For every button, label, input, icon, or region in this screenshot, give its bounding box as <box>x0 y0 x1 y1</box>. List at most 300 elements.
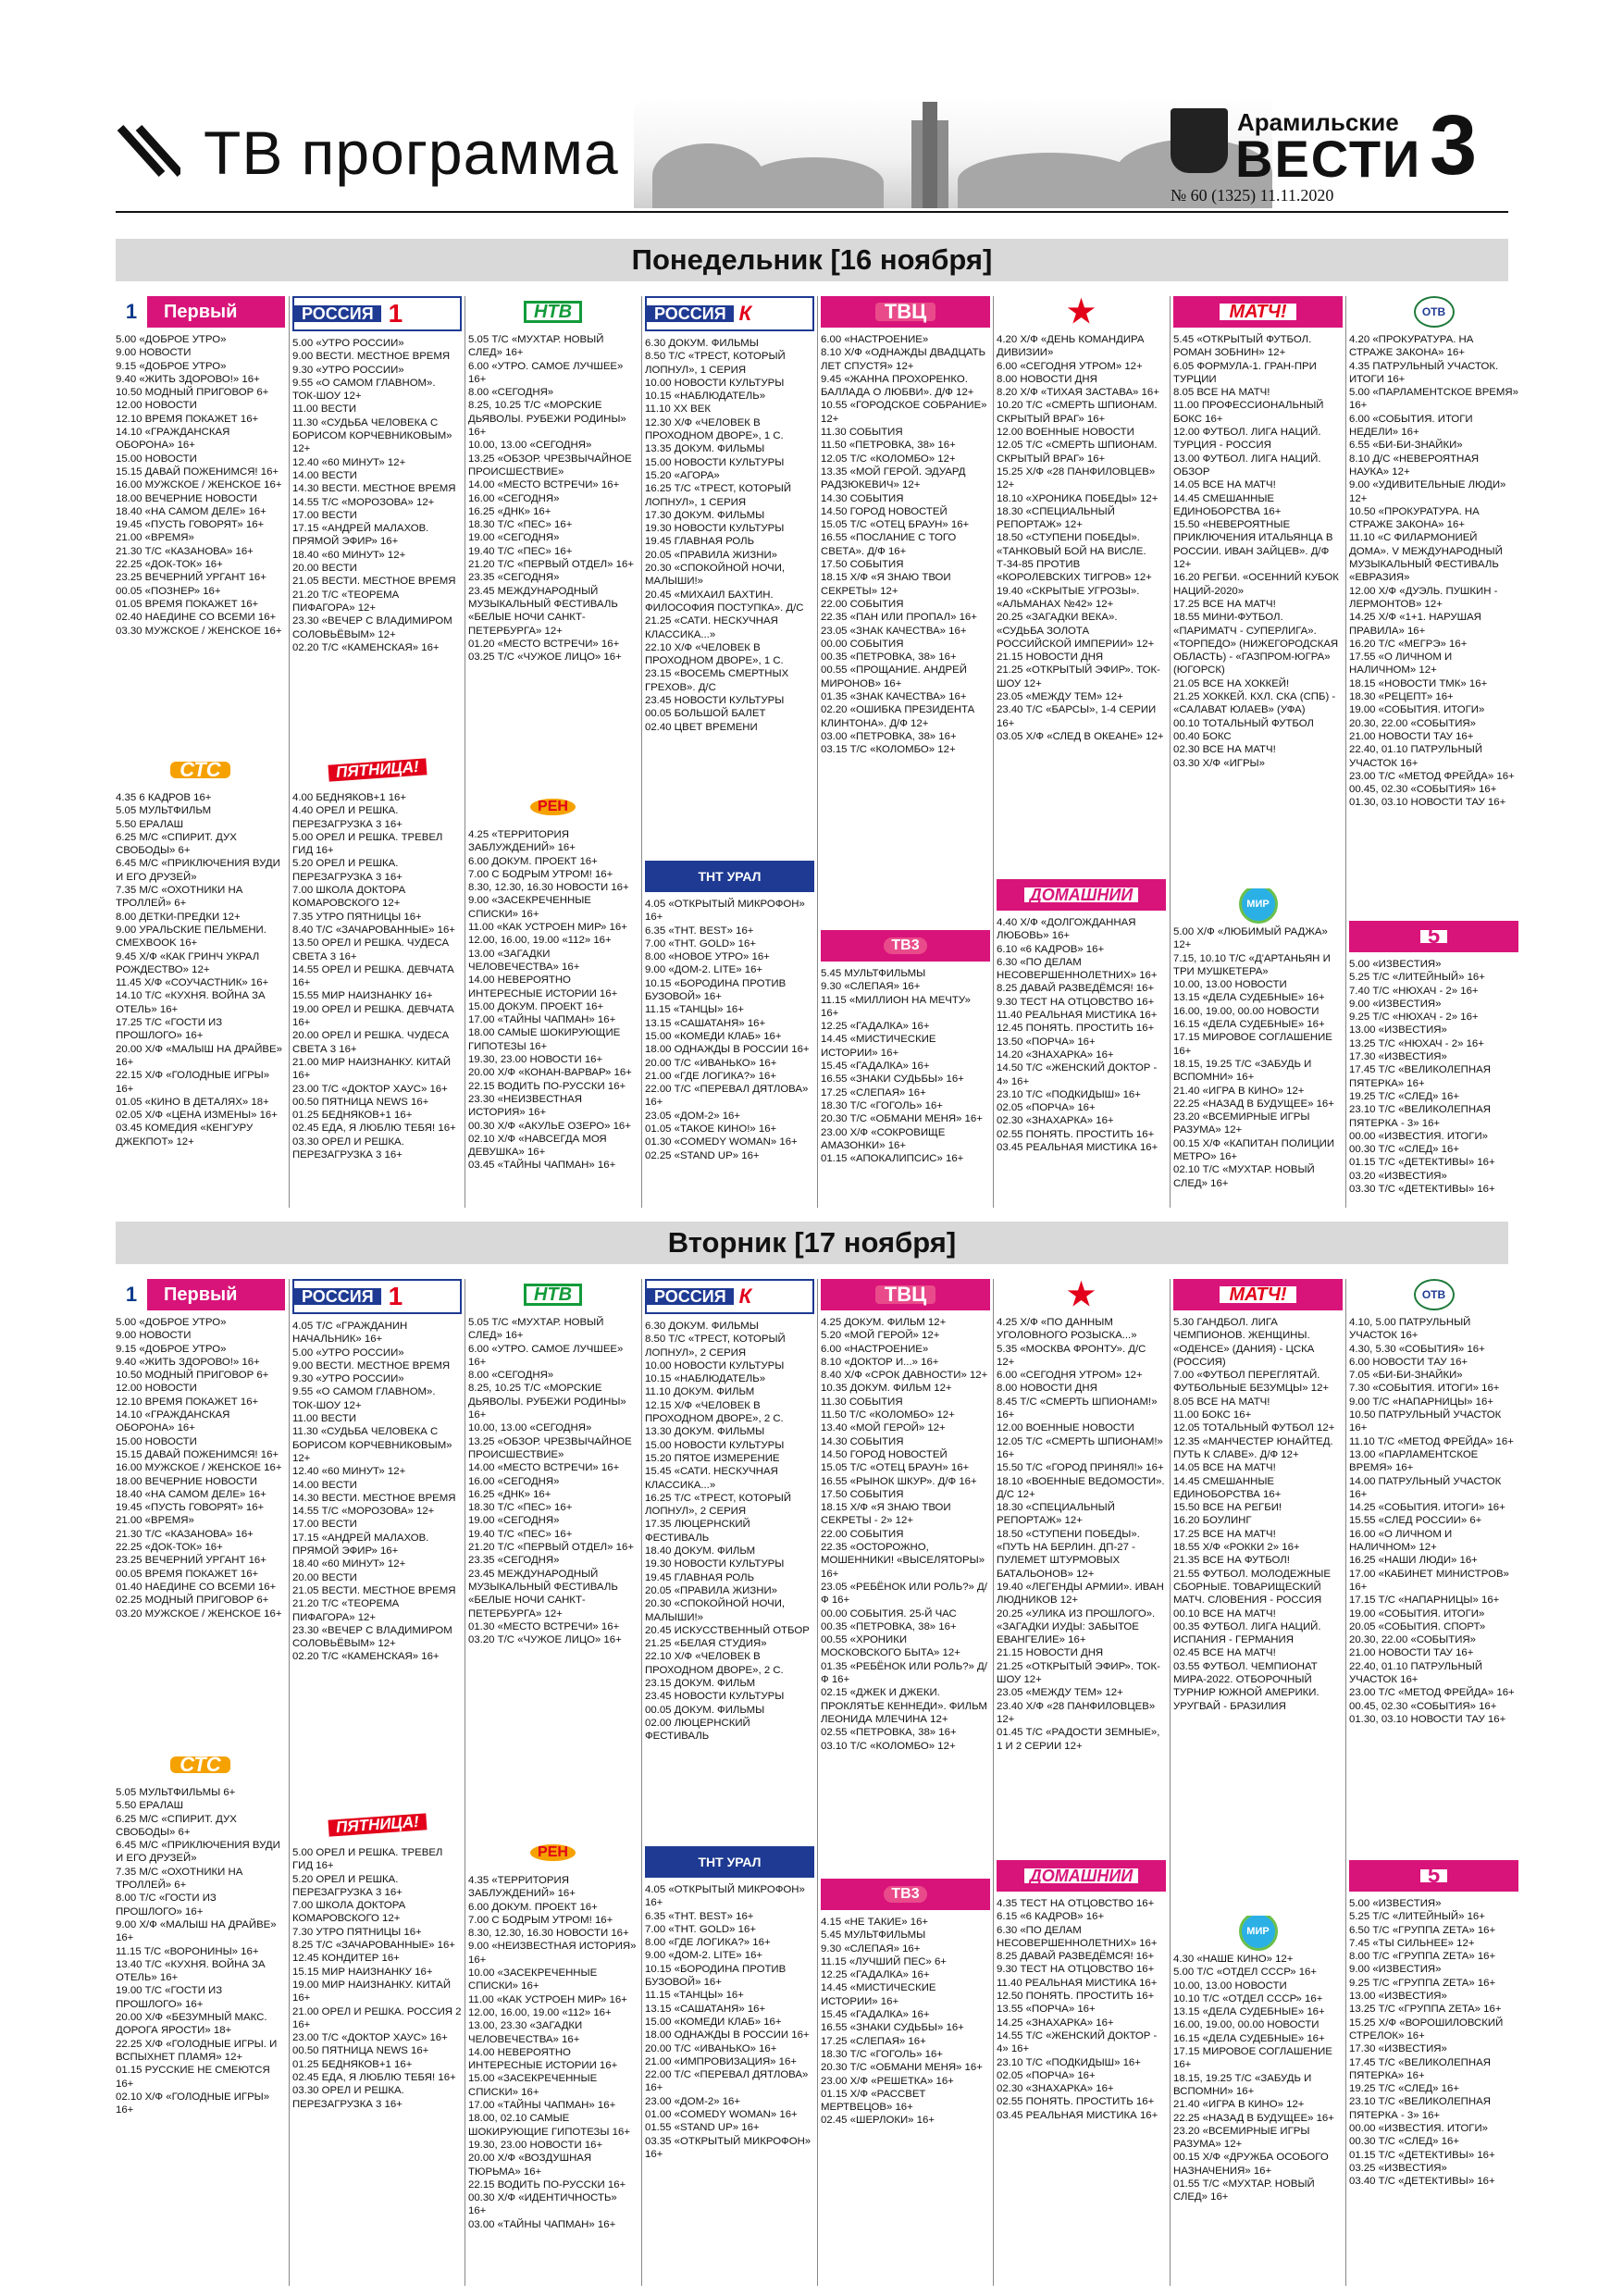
program-entry: 9.00 «НЕИЗВЕСТНАЯ ИСТОРИЯ» 16+ <box>468 1941 637 1966</box>
channel-logo <box>997 296 1166 328</box>
program-entry: 22.15 Х/Ф «ГОЛОДНЫЕ ИГРЫ» 16+ <box>116 1070 270 1095</box>
program-entry: 19.45 «ПУСТЬ ГОВОРЯТ» 16+ <box>116 519 265 531</box>
program-entry: 18.30 Т/С «ПЕС» 16+ <box>468 1502 573 1514</box>
program-entry: 5.00 «УТРО РОССИИ» <box>292 338 404 349</box>
program-entry: 4.30, 5.30 «СОБЫТИЯ» 16+ <box>1349 1343 1485 1355</box>
program-entry: 17.30 ДОКУМ. ФИЛЬМЫ <box>645 509 765 521</box>
program-entry: 21.05 ВЕСТИ. МЕСТНОЕ ВРЕМЯ <box>292 576 456 588</box>
column-divider <box>641 1279 642 2286</box>
program-entry: 13.00 «ИЗВЕСТИЯ» <box>1349 1024 1447 1036</box>
channel-logo <box>821 930 990 962</box>
program-entry: 21.00 НОВОСТИ ТАУ 16+ <box>1349 1647 1474 1659</box>
program-entry: 21.20 Т/С «ПЕРВЫЙ ОТДЕЛ» 16+ <box>468 1542 634 1554</box>
program-entry: 01.45 Т/С «РАДОСТИ ЗЕМНЫЕ», 1 И 2 СЕРИИ 12+ <box>997 1727 1160 1752</box>
program-entry: 01.00 «COMEDY WOMAN» 16+ <box>645 2109 798 2121</box>
program-entry: 5.45 МУЛЬТФИЛЬМЫ <box>821 968 926 979</box>
channel-name: ПЯТНИЦА! <box>328 758 427 782</box>
program-entry: 19.40 Т/С «ПЕС» 16+ <box>468 545 573 557</box>
program-entry: 15.25 Х/Ф «ВОРОШИЛОВСКИЙ СТРЕЛОК» 16+ <box>1349 2017 1504 2042</box>
column-divider <box>993 296 994 1208</box>
issue-line: № 60 (1325) 11.11.2020 <box>1171 186 1334 205</box>
program-entry: 21.00 МИР НАИЗНАНКУ. КИТАЙ 16+ <box>292 1056 452 1082</box>
program-entry: 00.30 Т/С «СЛЕД» 16+ <box>1349 2136 1459 2148</box>
program-entry: 18.10 «ХРОНИКА ПОБЕДЫ» 12+ <box>997 492 1158 504</box>
program-entry: 21.55 ФУТБОЛ. МОЛОДЕЖНЫЕ СБОРНЫЕ. ТОВАРИЩЕСКИЙ МАТЧ. СЛОВЕНИЯ - РОССИЯ <box>1173 1568 1331 1607</box>
program-entry: 4.00 БЕДНЯКОВ+1 16+ <box>292 792 407 803</box>
program-entry: 23.00 «ДОМ-2» 16+ <box>645 2095 741 2107</box>
program-entry: 16.25 «НАШИ ЛЮДИ» 16+ <box>1349 1555 1478 1567</box>
channel-name: НТВ <box>524 1284 582 1306</box>
program-entry: 03.05 Х/Ф «СЛЕД В ОКЕАНЕ» 12+ <box>997 730 1164 742</box>
program-entry: 03.30 Т/С «ДЕТЕКТИВЫ» 16+ <box>1349 1184 1495 1196</box>
program-entry: 13.25 Т/С «НЮХАЧ - 2» 16+ <box>1349 1037 1484 1049</box>
program-entry: 9.00 «ДОМ-2. LITE» 16+ <box>645 964 763 976</box>
program-entry: 12.05 Т/С «СМЕРТЬ ШПИОНАМ. СКРЫТЫЙ ВРАГ» 16+ <box>997 440 1158 465</box>
program-entry: 18.40 «60 МИНУТ» 12+ <box>292 1558 406 1570</box>
program-entry: 13.15 «САШАТАНЯ» 16+ <box>645 1017 766 1029</box>
channel-column <box>997 296 1166 872</box>
program-entry: 16.25 «ДНК» 16+ <box>468 1488 551 1500</box>
program-entry: 19.30, 23.00 НОВОСТИ 16+ <box>468 1054 603 1066</box>
program-entry: 16.00, 19.00, 00.00 НОВОСТИ <box>1173 1005 1319 1017</box>
program-entry: 14.00 ВЕСТИ <box>292 469 357 481</box>
program-entry: 9.15 «ДОБРОЕ УТРО» <box>116 1343 227 1355</box>
program-entry: 16.00 «СЕГОДНЯ» <box>468 492 560 504</box>
program-entry: 22.25 «ДОК-ТОК» 16+ <box>116 559 223 571</box>
program-entry: 12.00 ВОЕННЫЕ НОВОСТИ <box>997 427 1134 439</box>
program-entry: 11.30 «СУДЬБА ЧЕЛОВЕКА С БОРИСОМ КОРЧЕВНИКОВЫМ» 12+ <box>292 416 452 455</box>
program-entry: 10.15 «НАБЛЮДАТЕЛЬ» <box>645 391 766 403</box>
program-entry: 23.45 НОВОСТИ КУЛЬТУРЫ <box>645 1691 785 1703</box>
header-rule <box>116 211 1508 213</box>
program-entry: 20.45 «МИХАИЛ БАХТИН. ФИЛОСОФИЯ ПОСТУПКА». Д/С <box>645 589 804 614</box>
program-entry: 03.45 РЕАЛЬНАЯ МИСТИКА 16+ <box>997 2109 1158 2121</box>
program-entry: 22.25 «НАЗАД В БУДУЩЕЕ» 16+ <box>1173 2112 1334 2124</box>
column-divider <box>1170 1279 1171 2286</box>
channel-logo <box>116 754 285 786</box>
program-entry: 00.30 Х/Ф «АКУЛЬЕ ОЗЕРО» 16+ <box>468 1120 631 1132</box>
channel-column <box>1349 921 1518 1200</box>
program-entry: 14.00 «МЕСТО ВСТРЕЧИ» 16+ <box>468 1462 620 1474</box>
program-entry: 22.15 ВОДИТЬ ПО-РУССКИ 16+ <box>468 2178 626 2191</box>
program-entry: 14.25 «ЗНАХАРКА» 16+ <box>997 2017 1114 2029</box>
program-entry: 4.05 «ОТКРЫТЫЙ МИКРОФОН» 16+ <box>645 899 805 924</box>
channel-name: ПЯТНИЦА! <box>328 1813 427 1837</box>
program-entry: 5.05 МУЛЬТФИЛЬМЫ 6+ <box>116 1787 236 1798</box>
program-entry: 12.40 «60 МИНУТ» 12+ <box>292 456 406 468</box>
channel-logo <box>1173 1916 1343 1947</box>
program-entry: 00.50 ПЯТНИЦА NEWS 16+ <box>292 1096 429 1108</box>
program-entry: 19.00 «СОБЫТИЯ. ИТОГИ» <box>1349 1607 1485 1620</box>
channel-name: РОССИЯ <box>647 305 734 322</box>
program-entry: 00.45, 02.30 «СОБЫТИЯ» 16+ <box>1349 1700 1497 1712</box>
channel-name: ТВ3 <box>884 937 926 954</box>
program-entry: 8.50 Т/С «ТРЕСТ, КОТОРЫЙ ЛОПНУЛ», 1 СЕРИЯ <box>645 351 786 376</box>
program-entry: 7.30 «СОБЫТИЯ. ИТОГИ» 16+ <box>1349 1383 1500 1395</box>
program-entry: 8.00 «ГДЕ ЛОГИКА?» 16+ <box>645 1937 771 1949</box>
program-entry: 5.05 МУЛЬТФИЛЬМ <box>116 805 212 817</box>
channel-logo <box>116 296 285 328</box>
program-entry: 15.45 «САТИ. НЕСКУЧНАЯ КЛАССИКА...» <box>645 1466 778 1491</box>
program-entry: 21.00 «ГДЕ ЛОГИКА?» 16+ <box>645 1070 776 1082</box>
channel-name: РЕН <box>530 1844 576 1861</box>
program-entry: 00.45, 02.30 «СОБЫТИЯ» 16+ <box>1349 784 1497 796</box>
program-entry: 6.00 «НАСТРОЕНИЕ» <box>821 1343 929 1355</box>
program-entry: 9.45 «ЖАННА ПРОХОРЕНКО. БАЛЛАДА О ЛЮБВИ». Д/Ф 12+ <box>821 373 974 399</box>
channel-column <box>1349 296 1518 913</box>
program-entry: 20.25 «ЗАГАДКИ ВЕКА». «СУДЬБА ЗОЛОТА РОССИЙСКОЙ ИМПЕРИИ» 12+ <box>997 612 1155 650</box>
program-entry: 23.35 «СЕГОДНЯ» <box>468 1555 560 1567</box>
program-entry: 13.30 ДОКУМ. ФИЛЬМЫ <box>645 1426 765 1438</box>
program-entry: 19.00 «СЕГОДНЯ» <box>468 1515 560 1527</box>
program-entry: 9.15 «ДОБРОЕ УТРО» <box>116 360 227 372</box>
program-entry: 17.00 «ТАЙНЫ ЧАПМАН» 16+ <box>468 1014 616 1026</box>
program-entry: 03.30 Х/Ф «ИГРЫ» <box>1173 757 1265 769</box>
program-entry: 5.00 «ИЗВЕСТИЯ» <box>1349 959 1442 970</box>
program-entry: 03.45 КОМЕДИЯ «КЕНГУРУ ДЖЕКПОТ» 12+ <box>116 1123 254 1148</box>
program-entry: 23.40 Х/Ф «28 ПАНФИЛОВЦЕВ» 12+ <box>997 1700 1156 1725</box>
program-entry: 20.45 ИСКУССТВЕННЫЙ ОТБОР <box>645 1624 810 1636</box>
program-entry: 22.10 Х/Ф «ЧЕЛОВЕК В ПРОХОДНОМ ДВОРЕ», 1 С. <box>645 641 784 667</box>
program-entry: 14.25 «СОБЫТИЯ. ИТОГИ» 16+ <box>1349 1502 1505 1514</box>
program-entry: 12.00 ФУТБОЛ. ЛИГА НАЦИЙ. ТУРЦИЯ - РОССИЯ <box>1173 427 1321 452</box>
column-divider <box>1345 1279 1346 2286</box>
program-entry: 00.55 «ПРОЩАНИЕ. АНДРЕЙ МИРОНОВ» 16+ <box>821 664 967 689</box>
program-entry: 5.05 Т/С «МУХТАР. НОВЫЙ СЛЕД» 16+ <box>468 1317 604 1342</box>
program-entry: 21.00 «ВРЕМЯ» <box>116 532 194 544</box>
program-entry: 16.00 МУЖСКОЕ / ЖЕНСКОЕ 16+ <box>116 479 282 491</box>
program-entry: 4.35 ПАТРУЛЬНЫЙ УЧАСТОК. ИТОГИ 16+ <box>1349 360 1499 385</box>
program-entry: 22.40, 01.10 ПАТРУЛЬНЫЙ УЧАСТОК 16+ <box>1349 744 1483 769</box>
program-entry: 11.15 «ТАНЦЫ» 16+ <box>645 1990 744 2002</box>
program-entry: 6.00 «СОБЫТИЯ. ИТОГИ НЕДЕЛИ» 16+ <box>1349 413 1473 439</box>
program-entry: 8.10 «ДОКТОР И...» 16+ <box>821 1356 939 1368</box>
program-entry: 21.40 «ИГРА В КИНО» 12+ <box>1173 1085 1305 1097</box>
program-entry: 5.35 «МОСКВА ФРОНТУ». Д/С 12+ <box>997 1343 1146 1368</box>
program-entry: 21.25 «ОТКРЫТЫЙ ЭФИР». ТОК-ШОУ 12+ <box>997 1660 1160 1686</box>
program-entry: 8.45 Т/С «СМЕРТЬ ШПИОНАМ!» 16+ <box>997 1396 1158 1421</box>
program-entry: 16.20 РЕГБИ. «ОСЕННИЙ КУБОК НАЦИЙ-2020» <box>1173 572 1339 597</box>
channel-name: МАТЧ! <box>1220 1286 1295 1303</box>
program-entry: 14.10 «ГРАЖДАНСКАЯ ОБОРОНА» 16+ <box>116 1409 230 1434</box>
program-entry: 6.50 Т/С «ГРУППА ZETA» 16+ <box>1349 1924 1496 1936</box>
program-entry: 21.40 «ИГРА В КИНО» 12+ <box>1173 2099 1305 2111</box>
program-entry: 12.50 ПОНЯТЬ. ПРОСТИТЬ 16+ <box>997 1991 1155 2003</box>
program-entry: 12.00 НОВОСТИ <box>116 1383 197 1395</box>
program-entry: 13.40 «МОЙ ГЕРОЙ» 12+ <box>821 1422 946 1434</box>
channel-name: РЕН <box>530 799 576 815</box>
channel-column <box>1173 1916 1343 2278</box>
program-entry: 7.40 Т/С «НЮХАЧ - 2» 16+ <box>1349 985 1479 997</box>
program-entry: 6.45 М/С «ПРИКЛЮЧЕНИЯ ВУДИ И ЕГО ДРУЗЕЙ» <box>116 858 280 883</box>
program-entry: 8.00 Т/С «ГОСТИ ИЗ ПРОШЛОГО» 16+ <box>116 1893 217 1917</box>
program-entry: 18.10 «ВОЕННЫЕ ВЕДОМОСТИ». Д/С 12+ <box>997 1475 1165 1500</box>
program-entry: 11.45 Х/Ф «СОУЧАСТНИК» 16+ <box>116 977 269 989</box>
program-entry: 17.15 «АНДРЕЙ МАЛАХОВ. ПРЯМОЙ ЭФИР» 16+ <box>292 523 429 548</box>
program-entry: 7.35 УТРО ПЯТНИЦЫ 16+ <box>292 911 422 923</box>
channel-logo <box>645 861 814 892</box>
channel-logo <box>1349 1860 1518 1892</box>
program-entry: 5.00 ОРЕЛ И РЕШКА. ТРЕВЕЛ ГИД 16+ <box>292 1847 443 1872</box>
program-entry: 01.25 БЕДНЯКОВ+1 16+ <box>292 2058 413 2070</box>
program-entry: 18.00 ОДНАЖДЫ В РОССИИ 16+ <box>645 1044 810 1056</box>
program-entry: 23.20 «ВСЕМИРНЫЕ ИГРЫ РАЗУМА» 12+ <box>1173 2125 1310 2151</box>
channel-column <box>468 296 638 784</box>
logo-main-text: ВЕСТИ <box>1235 130 1422 188</box>
program-entry: 18.30 «РЕЦЕПТ» 16+ <box>1349 691 1454 703</box>
program-entry: 9.00 «УДИВИТЕЛЬНЫЕ ЛЮДИ» 12+ <box>1349 479 1506 504</box>
program-entry: 6.35 «ТНТ. BEST» 16+ <box>645 925 754 937</box>
program-entry: 7.00 С БОДРЫМ УТРОМ! 16+ <box>468 1914 613 1926</box>
channel-logo <box>997 1279 1166 1310</box>
program-entry: 19.45 ГЛАВНАЯ РОЛЬ <box>645 536 755 548</box>
program-entry: 18.55 Х/Ф «РОККИ 2» 16+ <box>1173 1542 1300 1554</box>
program-entry: 4.10, 5.00 ПАТРУЛЬНЫЙ УЧАСТОК 16+ <box>1349 1317 1471 1342</box>
channel-name: РОССИЯ <box>294 305 381 322</box>
program-entry: 00.50 ПЯТНИЦА NEWS 16+ <box>292 2045 429 2057</box>
program-entry: 02.10 Х/Ф «ГОЛОДНЫЕ ИГРЫ» 16+ <box>116 2091 270 2116</box>
channel-logo <box>468 296 638 328</box>
program-entry: 14.55 ОРЕЛ И РЕШКА. ДЕВЧАТА 16+ <box>292 963 454 989</box>
program-entry: 19.40 «СКРЫТЫЕ УГРОЗЫ». «АЛЬМАНАХ №42» 12+ <box>997 585 1140 610</box>
day-label: Вторник <box>667 1226 787 1259</box>
program-entry: 7.00 «ФУТБОЛ ПЕРЕГЛЯТАЙ. ФУТБОЛЬНЫЕ БЕЗУМЦЫ» 12+ <box>1173 1370 1330 1395</box>
program-entry: 21.00 «ВРЕМЯ» <box>116 1515 194 1527</box>
program-entry: 23.40 Т/С «БАРСЫ», 1-4 СЕРИИ 16+ <box>997 704 1157 729</box>
program-entry: 9.00 НОВОСТИ <box>116 347 192 359</box>
program-entry: 00.00 СОБЫТИЯ. 25-Й ЧАС <box>821 1607 957 1620</box>
program-entry: 15.00 «ЗАСЕКРЕЧЕННЫЕ СПИСКИ» 16+ <box>468 2073 598 2098</box>
program-entry: 8.00 Т/С «ГРУППА ZETA» 16+ <box>1349 1951 1496 1963</box>
channel-logo <box>1349 296 1518 328</box>
channel-column <box>645 1279 814 1839</box>
program-entry: 00.00 «ИЗВЕСТИЯ. ИТОГИ» <box>1349 1130 1488 1142</box>
program-entry: 14.50 Т/С «ЖЕНСКИЙ ДОКТОР - 4» 16+ <box>997 1062 1158 1087</box>
channel-name: РОССИЯ <box>647 1288 734 1305</box>
program-entry: 22.35 «ПАН ИЛИ ПРОПАЛ» 16+ <box>821 612 977 624</box>
program-entry: 4.25 Х/Ф «ПО ДАННЫМ УГОЛОВНОГО РОЗЫСКА...» <box>997 1317 1137 1342</box>
program-entry: 13.25 Т/С «ГРУППА ZETA» 16+ <box>1349 2004 1502 2016</box>
page-number: 3 <box>1430 98 1478 192</box>
program-entry: 4.05 «ОТКРЫТЫЙ МИКРОФОН» 16+ <box>645 1884 805 1909</box>
program-entry: 03.15 Т/С «КОЛОМБО» 12+ <box>821 744 956 756</box>
program-entry: 11.40 РЕАЛЬНАЯ МИСТИКА 16+ <box>997 1977 1158 1989</box>
program-entry: 10.00 НОВОСТИ КУЛЬТУРЫ <box>645 377 785 389</box>
program-entry: 00.15 Х/Ф «ДРУЖБА ОСОБОГО НАЗНАЧЕНИЯ» 16+ <box>1173 2152 1329 2177</box>
program-entry: 01.25 БЕДНЯКОВ+1 16+ <box>292 1110 413 1122</box>
program-entry: 6.00 НОВОСТИ ТАУ 16+ <box>1349 1356 1468 1368</box>
channel-logo <box>292 754 462 786</box>
program-entry: 18.00 САМЫЕ ШОКИРУЮЩИЕ ГИПОТЕЗЫ 16+ <box>468 1027 621 1052</box>
channel-column <box>645 861 814 1200</box>
channel-column <box>1173 888 1343 1200</box>
program-entry: 02.10 Х/Ф «НАВСЕГДА МОЯ ДЕВУШКА» 16+ <box>468 1133 607 1159</box>
program-entry: 18.00 ВЕЧЕРНИЕ НОВОСТИ <box>116 492 257 504</box>
program-entry: 12.35 «МАНЧЕСТЕР ЮНАЙТЕД. ПУТЬ К СЛАВЕ». Д/Ф 12+ <box>1173 1435 1333 1460</box>
program-entry: 11.30 СОБЫТИЯ <box>821 1396 903 1408</box>
program-entry: 00.05 БОЛЬШОЙ БАЛЕТ <box>645 708 766 720</box>
program-entry: 11.15 Т/С «ВОРОНИНЫ» 16+ <box>116 1945 259 1957</box>
program-entry: 14.10 «ГРАЖДАНСКАЯ ОБОРОНА» 16+ <box>116 427 230 452</box>
program-entry: 8.25 ДАВАЙ РАЗВЕДЁМСЯ! 16+ <box>997 1951 1155 1963</box>
program-entry: 03.45 РЕАЛЬНАЯ МИСТИКА 16+ <box>997 1142 1158 1154</box>
channel-column <box>997 1860 1166 2278</box>
program-entry: 18.00 ОДНАЖДЫ В РОССИИ 16+ <box>645 2029 810 2042</box>
program-entry: 8.25, 10.25 Т/С «МОРСКИЕ ДЬЯВОЛЫ. РУБЕЖИ РОДИНЫ» 16+ <box>468 1383 626 1421</box>
program-entry: 14.05 ВСЕ НА МАТЧ! <box>1173 479 1276 491</box>
program-entry: 12.00, 16.00, 19.00 «112» 16+ <box>468 935 612 947</box>
program-entry: 15.50 «НЕВЕРОЯТНЫЕ ПРИКЛЮЧЕНИЯ ИТАЛЬЯНЦА В РОССИИ. ИВАН ЗАЙЦЕВ». Д/Ф 12+ <box>1173 519 1333 571</box>
program-entry: 18.15, 19.25 Т/С «ЗАБУДЬ И ВСПОМНИ» 16+ <box>1173 1058 1312 1084</box>
program-entry: 17.15 «АНДРЕЙ МАЛАХОВ. ПРЯМОЙ ЭФИР» 16+ <box>292 1532 429 1558</box>
column-divider <box>993 1279 994 2286</box>
program-entry: 15.25 Х/Ф «28 ПАНФИЛОВЦЕВ» 12+ <box>997 465 1156 491</box>
program-entry: 15.50 ВСЕ НА РЕГБИ! <box>1173 1502 1282 1514</box>
program-entry: 19.40 «ЛЕГЕНДЫ АРМИИ». ИВАН ЛЮДНИКОВ 12+ <box>997 1581 1164 1607</box>
program-entry: 4.05 Т/С «ГРАЖДАНИН НАЧАЛЬНИК» 16+ <box>292 1321 408 1346</box>
double-slash-icon <box>116 123 180 179</box>
program-entry: 02.25 «STAND UP» 16+ <box>645 1149 760 1161</box>
program-entry: 14.45 «МИСТИЧЕСКИЕ ИСТОРИИ» 16+ <box>821 1982 936 2007</box>
program-entry: 20.00 Х/Ф «ВОЗДУШНАЯ ТЮРЬМА» 16+ <box>468 2153 592 2178</box>
program-entry: 23.00 Т/С «МЕТОД ФРЕЙДА» 16+ <box>1349 770 1515 782</box>
program-entry: 11.15 «ТАНЦЫ» 16+ <box>645 1004 744 1016</box>
program-entry: 20.05 «СОБЫТИЯ. СПОРТ» <box>1349 1620 1486 1632</box>
program-entry: 15.00 НОВОСТИ <box>116 453 197 465</box>
program-entry: 01.15 Т/С «ДЕТЕКТИВЫ» 16+ <box>1349 2149 1495 2161</box>
program-entry: 5.45 МУЛЬТФИЛЬМЫ <box>821 1930 926 1942</box>
program-entry: 20.05 «ПРАВИЛА ЖИЗНИ» <box>645 549 777 561</box>
program-entry: 00.30 Х/Ф «ИДЕНТИЧНОСТЬ» 16+ <box>468 2192 617 2217</box>
program-entry: 6.15 «6 КАДРОВ» 16+ <box>997 1911 1105 1923</box>
program-entry: 6.45 М/С «ПРИКЛЮЧЕНИЯ ВУДИ И ЕГО ДРУЗЕЙ» <box>116 1840 280 1865</box>
program-entry: 23.20 «ВСЕМИРНЫЕ ИГРЫ РАЗУМА» 12+ <box>1173 1111 1310 1136</box>
column-divider <box>817 296 818 1208</box>
program-entry: 7.00 «ТНТ. GOLD» 16+ <box>645 1923 756 1935</box>
program-entry: 10.00 «ЗАСЕКРЕЧЕННЫЕ СПИСКИ» 16+ <box>468 1967 598 1992</box>
program-entry: 01.30, 03.10 НОВОСТИ ТАУ 16+ <box>1349 1713 1506 1725</box>
program-entry: 19.00 «СЕГОДНЯ» <box>468 532 560 544</box>
program-entry: 01.55 «STAND UP» 16+ <box>645 2122 760 2134</box>
program-entry: 13.25 «ОБЗОР. ЧРЕЗВЫЧАЙНОЕ ПРОИСШЕСТВИЕ» <box>468 453 632 478</box>
program-entry: 16.20 БОУЛИНГ <box>1173 1515 1252 1527</box>
program-entry: 01.15 «АПОКАЛИПСИС» 16+ <box>821 1153 964 1165</box>
program-entry: 15.00 «КОМЕДИ КЛАБ» 16+ <box>645 1030 782 1042</box>
program-entry: 16.25 «ДНК» 16+ <box>468 505 551 517</box>
program-entry: 5.00 «ДОБРОЕ УТРО» <box>116 1317 227 1328</box>
program-entry: 01.15 Х/Ф «РАССВЕТ МЕРТВЕЦОВ» 16+ <box>821 2088 926 2114</box>
program-entry: 02.40 НАЕДИНЕ СО ВСЕМИ 16+ <box>116 612 277 624</box>
program-entry: 11.00 «КАК УСТРОЕН МИР» 16+ <box>468 922 627 934</box>
program-entry: 21.00 НОВОСТИ ТАУ 16+ <box>1349 730 1474 742</box>
program-entry: 18.40 ДОКУМ. ФИЛЬМ <box>645 1545 756 1558</box>
program-entry: 6.00 «СЕГОДНЯ УТРОМ» 12+ <box>997 1370 1143 1382</box>
program-entry: 15.45 «ГАДАЛКА» 16+ <box>821 1061 930 1073</box>
program-entry: 9.00 «ЗАСЕКРЕЧЕННЫЕ СПИСКИ» 16+ <box>468 895 591 920</box>
program-entry: 13.50 «ПОРЧА» 16+ <box>997 1036 1096 1048</box>
program-entry: 21.35 ВСЕ НА ФУТБОЛ! <box>1173 1555 1290 1567</box>
program-entry: 12.40 «60 МИНУТ» 12+ <box>292 1466 406 1478</box>
program-entry: 19.30 НОВОСТИ КУЛЬТУРЫ <box>645 1558 785 1570</box>
channel-name: ТВЦ <box>875 1285 935 1304</box>
program-entry: 03.20 «ИЗВЕСТИЯ» <box>1349 1170 1447 1182</box>
program-entry: 12.25 «ГАДАЛКА» 16+ <box>821 1021 930 1033</box>
program-entry: 20.30 «СПОКОЙНОЙ НОЧИ, МАЛЫШИ!» <box>645 563 786 588</box>
program-entry: 5.45 «ОТКРЫТЫЙ ФУТБОЛ. РОМАН ЗОБНИН» 12+ <box>1173 334 1312 359</box>
program-entry: 8.40 Т/С «ЗАЧАРОВАННЫЕ» 16+ <box>292 924 455 936</box>
section-title: ТВ программа <box>204 118 619 187</box>
program-entry: 03.45 «ТАЙНЫ ЧАПМАН» 16+ <box>468 1160 616 1172</box>
program-entry: 11.00 «КАК УСТРОЕН МИР» 16+ <box>468 1993 627 2005</box>
program-entry: 10.00, 13.00 НОВОСТИ <box>1173 1980 1287 1992</box>
program-entry: 5.25 Т/С «ЛИТЕЙНЫЙ» 16+ <box>1349 1911 1485 1923</box>
program-entry: 01.35 «ЗНАК КАЧЕСТВА» 16+ <box>821 691 967 703</box>
program-entry: 10.20 Т/С «СМЕРТЬ ШПИОНАМ. СКРЫТЫЙ ВРАГ» 16+ <box>997 400 1158 425</box>
program-entry: 9.00 «ИЗВЕСТИЯ» <box>1349 1964 1442 1976</box>
program-entry: 00.35 ФУТБОЛ. ЛИГА НАЦИЙ. ИСПАНИЯ - ГЕРМАНИЯ <box>1173 1620 1321 1646</box>
star-icon: ★ <box>1067 296 1096 329</box>
program-entry: 17.00 ВЕСТИ <box>292 509 357 521</box>
program-entry: 00.35 «ПЕТРОВКА, 38» 16+ <box>821 652 957 664</box>
program-entry: 21.05 ВЕСТИ. МЕСТНОЕ ВРЕМЯ <box>292 1584 456 1596</box>
channel-logo <box>292 1809 462 1841</box>
program-entry: 22.00 СОБЫТИЯ <box>821 598 904 610</box>
program-entry: 14.00 ПАТРУЛЬНЫЙ УЧАСТОК 16+ <box>1349 1475 1502 1500</box>
channel-one-icon: 1 <box>388 298 403 328</box>
program-entry: 03.30 МУЖСКОЕ / ЖЕНСКОЕ 16+ <box>116 625 282 637</box>
program-entry: 16.00 МУЖСКОЕ / ЖЕНСКОЕ 16+ <box>116 1462 282 1474</box>
program-entry: 17.30 «ИЗВЕСТИЯ» <box>1349 1051 1447 1063</box>
program-entry: 12.10 ВРЕМЯ ПОКАЖЕТ 16+ <box>116 413 259 425</box>
channel-name: СТС <box>170 1756 229 1773</box>
program-entry: 23.25 ВЕЧЕРНИЙ УРГАНТ 16+ <box>116 572 266 584</box>
channel-logo <box>1173 1279 1343 1310</box>
program-entry: 20.30, 22.00 «СОБЫТИЯ» <box>1349 717 1476 729</box>
program-entry: 16.00 «О ЛИЧНОМ И НАЛИЧНОМ» 12+ <box>1349 1528 1453 1554</box>
program-entry: 16.00, 19.00, 00.00 НОВОСТИ <box>1173 2019 1319 2031</box>
channel-name: ТВ3 <box>884 1886 926 1903</box>
program-entry: 13.00, 23.30 «ЗАГАДКИ ЧЕЛОВЕЧЕСТВА» 16+ <box>468 2020 583 2045</box>
program-entry: 5.00 ОРЕЛ И РЕШКА. ТРЕВЕЛ ГИД 16+ <box>292 831 443 857</box>
city-coat-of-arms-icon <box>1171 108 1228 173</box>
program-entry: 8.30, 12.30, 16.30 НОВОСТИ 16+ <box>468 882 629 894</box>
program-entry: 18.30 Т/С «ГОГОЛЬ» 16+ <box>821 1099 943 1111</box>
program-entry: 19.40 Т/С «ПЕС» 16+ <box>468 1528 573 1540</box>
program-entry: 20.30, 22.00 «СОБЫТИЯ» <box>1349 1634 1476 1646</box>
program-entry: 8.40 Х/Ф «СРОК ДАВНОСТИ» 12+ <box>821 1370 988 1382</box>
program-entry: 22.00 СОБЫТИЯ <box>821 1528 904 1540</box>
program-entry: 4.40 Х/Ф «ДОЛГОЖДАННАЯ ЛЮБОВЬ» 16+ <box>997 917 1136 942</box>
program-entry: 11.00 ВЕСТИ <box>292 403 357 416</box>
program-entry: 8.05 ВСЕ НА МАТЧ! <box>1173 387 1270 399</box>
channel-column <box>468 1837 638 2278</box>
program-entry: 02.00 ЛЮЦЕРНСКИЙ ФЕСТИВАЛЬ <box>645 1717 750 1743</box>
channel-column <box>292 754 462 1200</box>
program-entry: 8.25 ДАВАЙ РАЗВЕДЁМСЯ! 16+ <box>997 983 1155 995</box>
channel-column <box>292 1279 462 1802</box>
program-entry: 00.35 «ПЕТРОВКА, 38» 16+ <box>821 1620 957 1632</box>
program-entry: 7.45 «ТЫ СИЛЬНЕЕ» 12+ <box>1349 1937 1475 1949</box>
program-entry: 7.00 ШКОЛА ДОКТОРА КОМАРОВСКОГО 12+ <box>292 1900 406 1925</box>
program-entry: 00.10 ТОТАЛЬНЫЙ ФУТБОЛ <box>1173 717 1314 729</box>
program-entry: 18.00 ВЕЧЕРНИЕ НОВОСТИ <box>116 1475 257 1487</box>
program-entry: 9.55 «О САМОМ ГЛАВНОМ». ТОК-ШОУ 12+ <box>292 1386 436 1411</box>
program-entry: 14.30 СОБЫТИЯ <box>821 1435 904 1447</box>
program-entry: 01.55 Т/С «МУХТАР. НОВЫЙ СЛЕД» 16+ <box>1173 2178 1315 2203</box>
program-entry: 13.15 «САШАТАНЯ» 16+ <box>645 2003 766 2015</box>
program-entry: 7.30 УТРО ПЯТНИЦЫ 16+ <box>292 1926 422 1938</box>
program-entry: 22.25 Х/Ф «ГОЛОДНЫЕ ИГРЫ. И ВСПЫХНЕТ ПЛАМЯ» 12+ <box>116 2038 278 2063</box>
